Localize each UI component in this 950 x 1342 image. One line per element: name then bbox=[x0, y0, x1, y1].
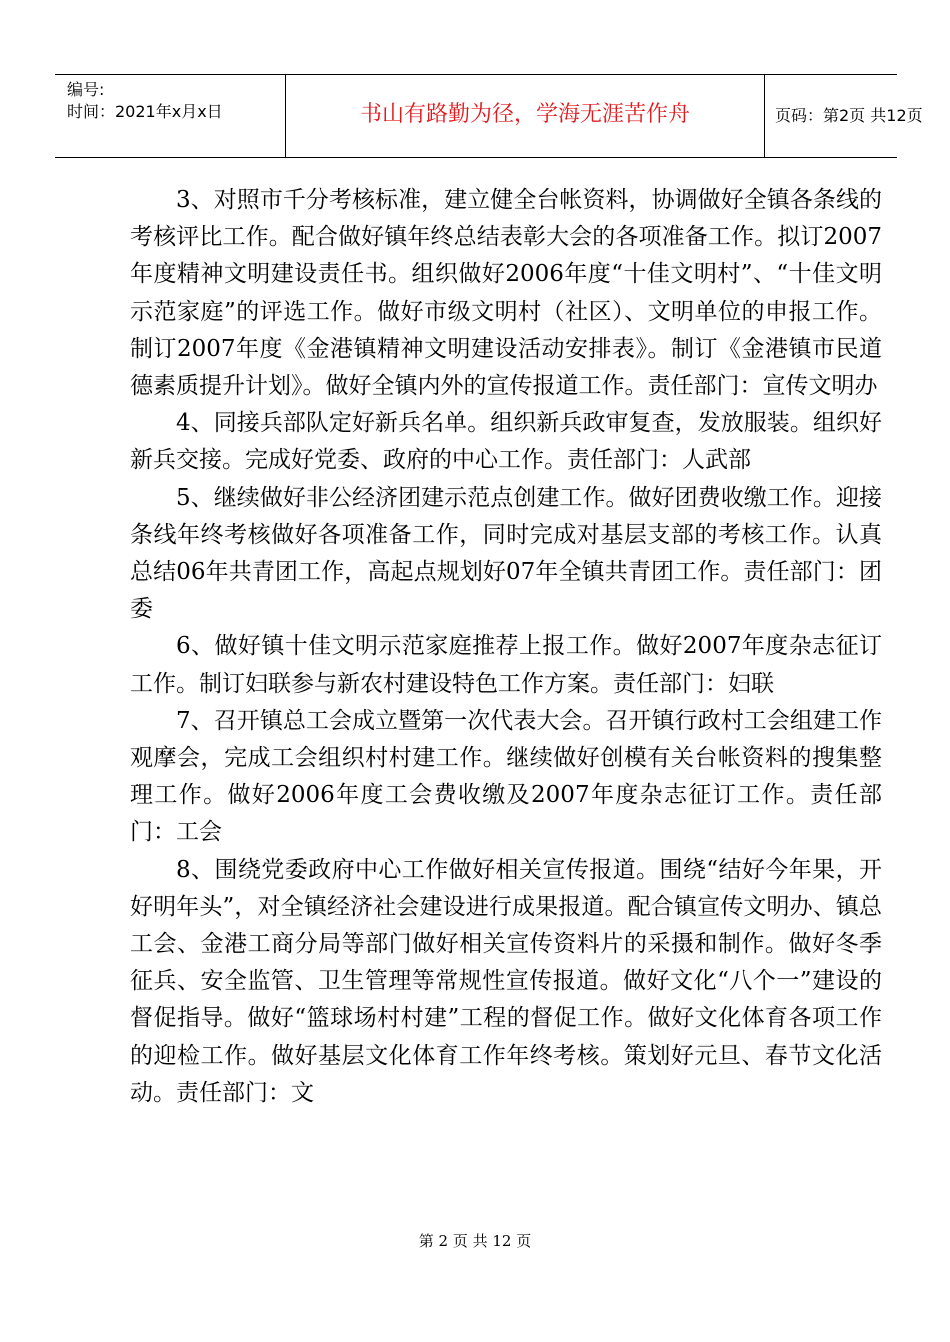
number-label: 编号: bbox=[67, 80, 105, 99]
page-footer: 第 2 页 共 12 页 bbox=[418, 1232, 532, 1250]
header-page-code: 页码：第2页 共12页 bbox=[775, 106, 923, 125]
paragraph-7: 7、召开镇总工会成立暨第一次代表大会。召开镇行政村工会组建工作观摩会，完成工会组织村村建工作。继续做好创模有关台帐资料的搜集整理工作。做好2006年度工会费收缴及2007年度杂志征订工作。责任部门：工会 bbox=[130, 707, 882, 846]
page-header bbox=[55, 74, 923, 158]
paragraph-3: 3、对照市千分考核标准，建立健全台帐资料，协调做好全镇各条线的考核评比工作。配合做好镇年终总结表彰大会的各项准备工作。拟订2007年度精神文明建设责任书。组织做好2006年度“十佳文明村”、“十佳文明示范家庭”的评选工作。做好市级文明村（社区）、文明单位的申报工作。制订2007年度《金港镇精神文明建设活动安排表》。制订《金港镇市民道德素质提升计划》。做好全镇内外的宣传报道工作。责任部门：宣传文明办 bbox=[130, 187, 882, 400]
time-label: 时间：2021年x月x日 bbox=[67, 102, 223, 121]
paragraph-8: 8、围绕党委政府中心工作做好相关宣传报道。围绕“结好今年果，开好明年头”，对全镇经济社会建设进行成果报道。配合镇宣传文明办、镇总工会、金港工商分局等部门做好相关宣传资料片的采摄和制作。做好冬季征兵、安全监管、卫生管理等常规性宣传报道。做好文化“八个一”建设的督促指导。做好“篮球场村村建”工程的督促工作。做好文化体育各项工作的迎检工作。做好基层文化体育工作年终考核。策划好元旦、春节文化活动。责任部门：文 bbox=[130, 856, 882, 1106]
paragraph-5: 5、继续做好非公经济团建示范点创建工作。做好团费收缴工作。迎接条线年终考核做好各项准备工作，同时完成对基层支部的考核工作。认真总结06年共青团工作，高起点规划好07年全镇共青团工作。责任部门：团委 bbox=[130, 484, 882, 623]
header-page-cell bbox=[763, 75, 923, 157]
document-body bbox=[130, 182, 882, 1112]
paragraph-6: 6、做好镇十佳文明示范家庭推荐上报工作。做好2007年度杂志征订工作。制订妇联参与新农村建设特色工作方案。责任部门：妇联 bbox=[130, 633, 882, 697]
paragraph-4: 4、同接兵部队定好新兵名单。组织新兵政审复查，发放服装。组织好新兵交接。完成好党委、政府的中心工作。责任部门：人武部 bbox=[130, 410, 882, 474]
header-info-cell bbox=[55, 75, 285, 157]
header-motto: 书山有路勤为径，学海无涯苦作舟 bbox=[359, 102, 690, 127]
header-motto-cell bbox=[285, 75, 765, 157]
